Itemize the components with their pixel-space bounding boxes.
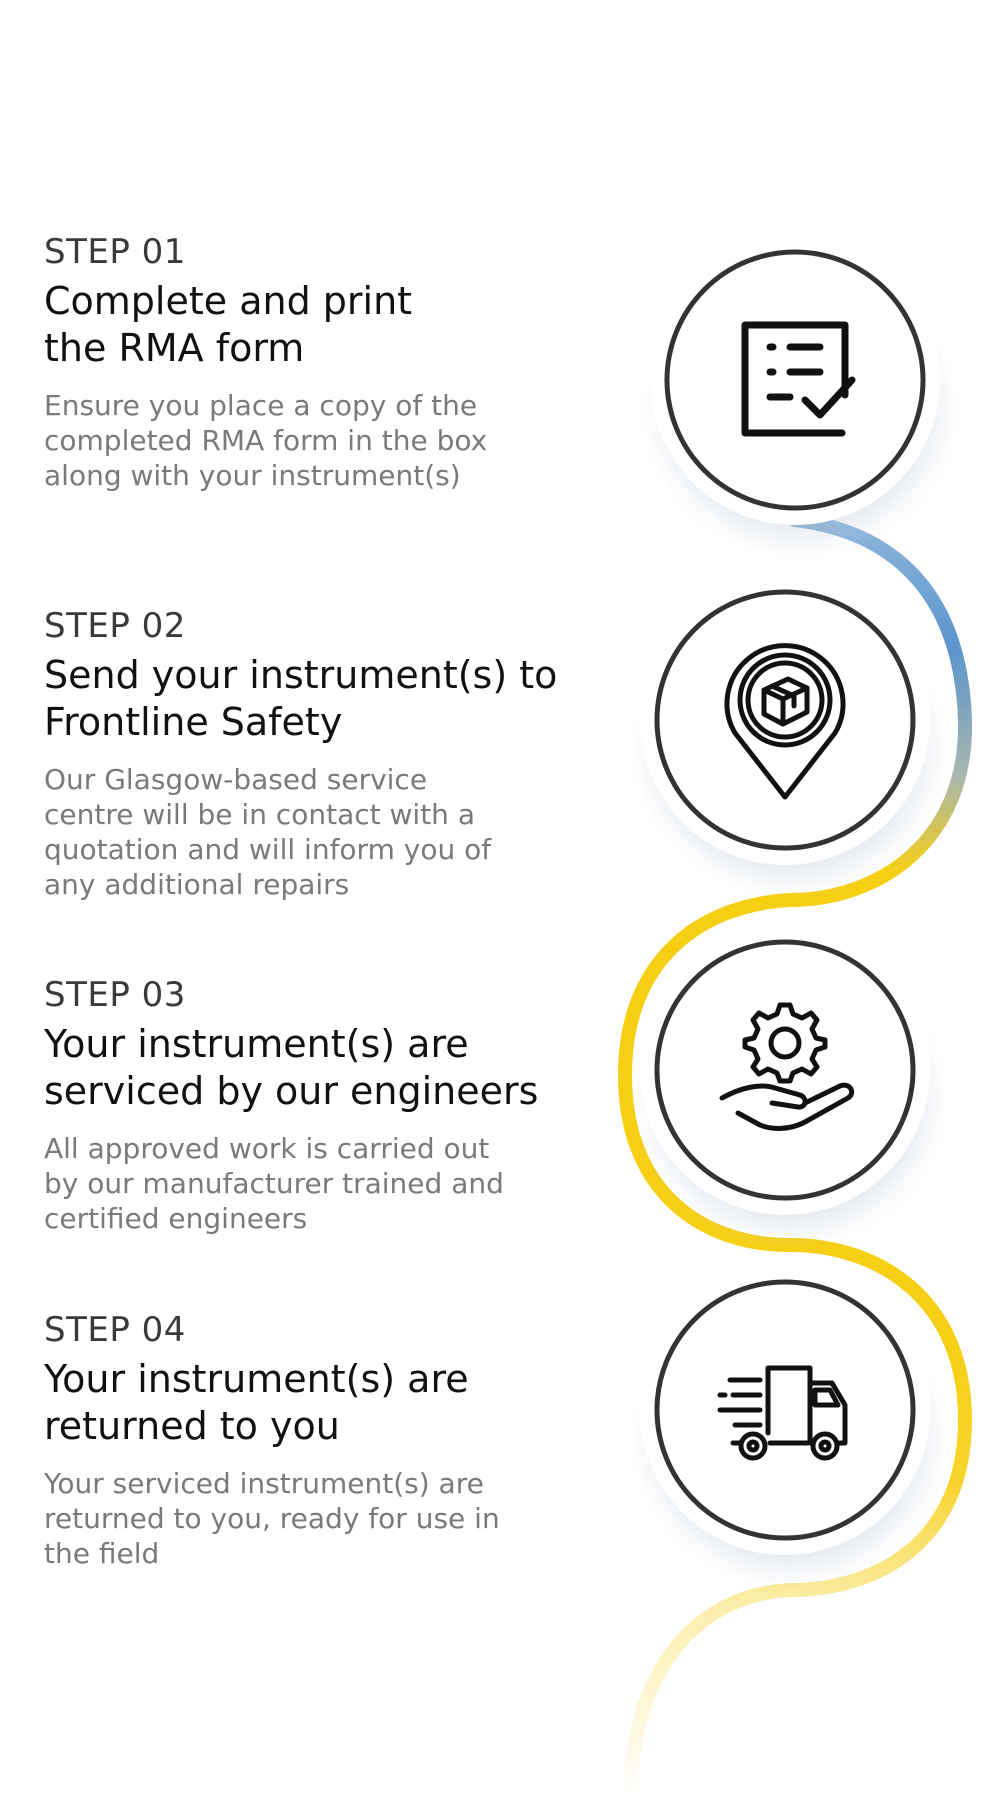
step-04 (44, 1310, 604, 1571)
step-description-line: the field (44, 1537, 160, 1570)
step-description-line: by our manufacturer trained and (44, 1167, 504, 1200)
step-04-badge (630, 1265, 950, 1590)
step-title-line: the RMA form (44, 326, 305, 370)
step-title-line: returned to you (44, 1404, 340, 1448)
step-title (44, 278, 604, 372)
step-description (44, 762, 514, 902)
step-title (44, 652, 604, 746)
step-title-line: Complete and print (44, 279, 413, 323)
step-label: STEP 02 (44, 606, 186, 646)
step-label: STEP 03 (44, 975, 186, 1015)
step-02 (44, 606, 604, 902)
step-title-line: Frontline Safety (44, 700, 343, 744)
step-description (44, 1131, 514, 1236)
step-title (44, 1021, 604, 1115)
step-title (44, 1356, 604, 1450)
step-03-badge (630, 925, 950, 1250)
step-01-badge (640, 235, 960, 560)
step-description-line: completed RMA form in the box (44, 424, 488, 457)
step-description-line: centre will be in contact with a (44, 798, 475, 831)
step-01 (44, 232, 604, 493)
step-title-line: Send your instrument(s) to (44, 653, 558, 697)
step-description-line: returned to you, ready for use in (44, 1502, 500, 1535)
step-description-line: any additional repairs (44, 868, 350, 901)
step-label: STEP 01 (44, 232, 186, 272)
step-description (44, 1466, 514, 1571)
step-title-line: serviced by our engineers (44, 1069, 539, 1113)
step-02-badge (630, 575, 950, 900)
step-description (44, 388, 514, 493)
step-description-line: All approved work is carried out (44, 1132, 490, 1165)
step-description-line: Ensure you place a copy of the (44, 389, 478, 422)
step-title-line: Your instrument(s) are (44, 1357, 469, 1401)
step-description-line: certified engineers (44, 1202, 308, 1235)
step-description-line: Your serviced instrument(s) are (44, 1467, 484, 1500)
step-title-line: Your instrument(s) are (44, 1022, 469, 1066)
step-description-line: quotation and will inform you of (44, 833, 492, 866)
step-03 (44, 975, 604, 1236)
process-graphic (600, 200, 1000, 1800)
step-description-line: Our Glasgow-based service (44, 763, 428, 796)
step-label: STEP 04 (44, 1310, 186, 1350)
step-description-line: along with your instrument(s) (44, 459, 461, 492)
